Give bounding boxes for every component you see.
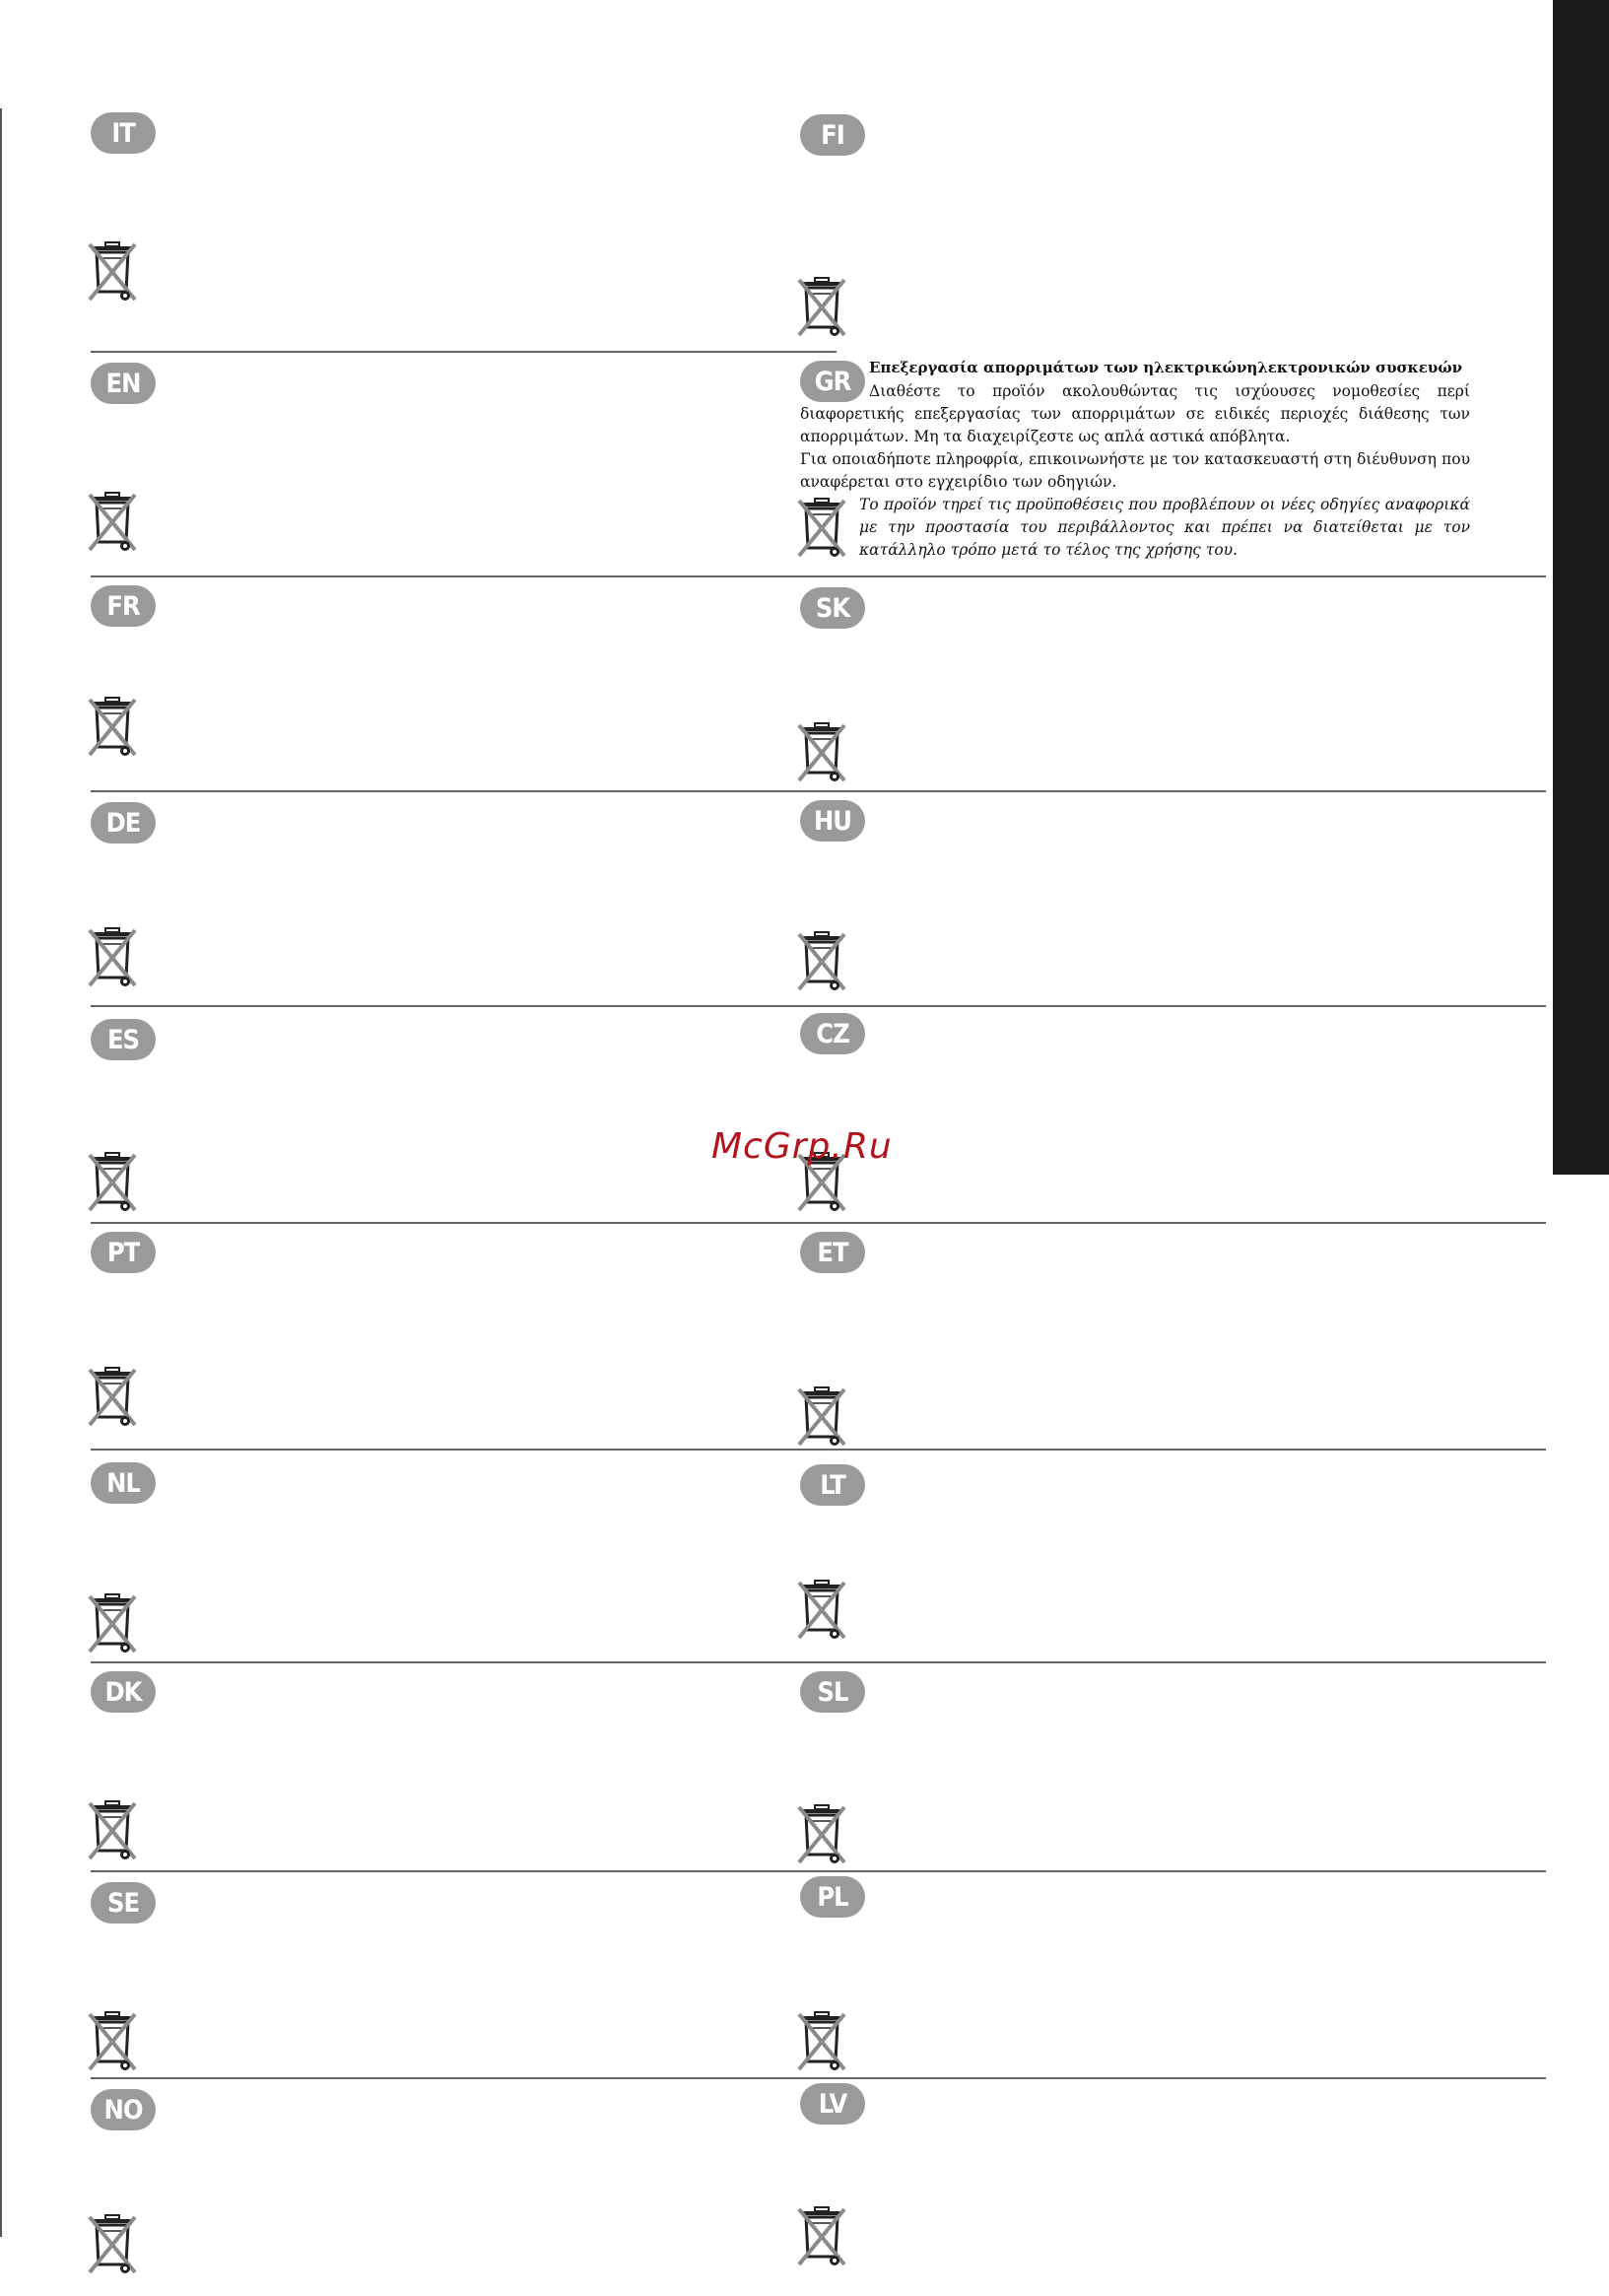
weee-bin-icon	[88, 240, 139, 304]
weee-bin-icon	[797, 721, 848, 784]
weee-bin-icon	[797, 930, 848, 993]
right-column	[800, 0, 1546, 2296]
section-et	[800, 1224, 1546, 1451]
watermark: McGrp.Ru	[711, 1126, 893, 1167]
language-badge: PL	[800, 1876, 865, 1918]
gr-paragraph-contact: Για οποιαδήποτε πληροφρία, επικοινωνήστε με τον κατασκευαστή στη διέυθυνση που αναφέρεται στο εγχειρίδιο των οδηγιών.	[800, 450, 1470, 491]
section-pt	[91, 1224, 837, 1451]
language-badge: NL	[91, 1462, 156, 1504]
language-badge: FR	[91, 585, 156, 627]
language-badge: PT	[91, 1232, 156, 1273]
language-badge: IT	[91, 112, 156, 154]
section-de	[91, 792, 837, 1007]
weee-bin-icon	[88, 1151, 139, 1214]
section-hu	[800, 792, 1546, 1007]
section-se	[91, 1872, 837, 2079]
language-badge: LV	[800, 2083, 865, 2125]
language-badge: EN	[91, 363, 156, 404]
section-it	[91, 108, 837, 353]
section-es	[91, 1007, 837, 1224]
language-badge: CZ	[800, 1013, 865, 1054]
section-lt	[800, 1451, 1546, 1663]
language-badge: SL	[800, 1671, 865, 1713]
gr-paragraph-directive: Το προϊόν τηρεί τις προϋποθέσεις που προβλέπουν οι νέες οδηγίες αναφορικά με την προστασία του περιβάλλοντος και πρέπει να διατείθεται με τον κατάλληλο τρόπο μετά το τέλος της χρήσης του.	[859, 496, 1470, 559]
language-badge: DE	[91, 802, 156, 844]
weee-bin-icon	[797, 276, 848, 339]
section-pl	[800, 1872, 1546, 2079]
section-cz	[800, 1007, 1546, 1224]
language-badge: LT	[800, 1464, 865, 1506]
weee-bin-icon	[88, 1592, 139, 1655]
weee-bin-icon	[797, 1803, 848, 1866]
weee-bin-icon	[88, 2213, 139, 2276]
gr-paragraph-disposal: Διαθέστε το προϊόν ακολουθώντας τις ισχύουσες νομοθεσίες περί διαφορετικής επεξεργασίας των απορριμάτων σε ειδικές περιοχές διάθεσης των απορριμάτων. Μη τα διαχειρίζεστε ως απλά αστικά απόβλητα.	[800, 382, 1470, 445]
weee-bin-icon	[88, 926, 139, 989]
side-tab	[1553, 0, 1609, 1175]
gr-heading: Επεξεργασία απορριμάτων των ηλεκτρικώνηλεκτρονικών συσκευών	[869, 359, 1463, 376]
weee-bin-icon	[88, 696, 139, 759]
section-fi	[800, 108, 1546, 351]
weee-bin-icon	[88, 1366, 139, 1429]
weee-bin-icon	[88, 2010, 139, 2073]
language-badge: GR	[800, 361, 865, 402]
section-gr	[800, 353, 1546, 577]
section-dk	[91, 1663, 837, 1872]
section-en	[91, 353, 837, 577]
language-badge: ES	[91, 1019, 156, 1060]
language-badge: HU	[800, 800, 865, 842]
language-badge: DK	[91, 1671, 156, 1713]
weee-bin-icon	[797, 497, 848, 560]
weee-bin-icon	[797, 2010, 848, 2073]
language-badge: ET	[800, 1232, 865, 1273]
weee-bin-icon	[88, 1799, 139, 1862]
language-badge: NO	[91, 2089, 156, 2130]
language-badge: FI	[800, 114, 865, 156]
section-nl	[91, 1451, 837, 1663]
section-sk	[800, 577, 1546, 792]
section-sl	[800, 1663, 1546, 1872]
section-no	[91, 2079, 837, 2286]
language-badge: SK	[800, 587, 865, 629]
section-lv	[800, 2079, 1546, 2286]
weee-bin-icon	[88, 491, 139, 554]
weee-bin-icon	[797, 1385, 848, 1449]
section-fr	[91, 577, 837, 792]
language-badge: SE	[91, 1882, 156, 1924]
weee-bin-icon	[797, 2205, 848, 2268]
margin-rule	[0, 108, 2, 2237]
weee-bin-icon	[797, 1579, 848, 1642]
